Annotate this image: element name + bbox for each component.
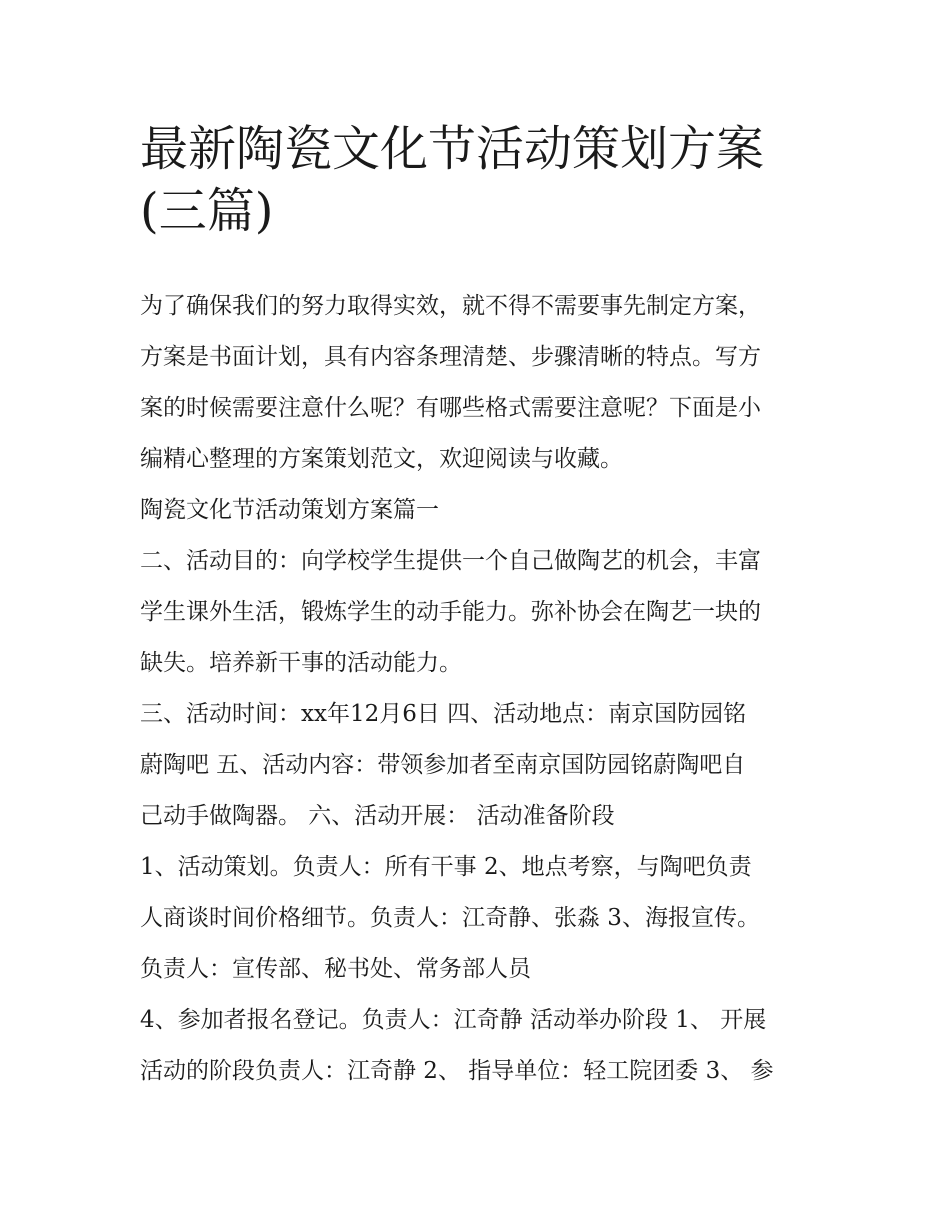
text-line: 缺失。培养新干事的活动能力。 bbox=[140, 650, 462, 676]
text-line: 己动手做陶器。 六、活动开展： 活动准备阶段 bbox=[140, 803, 615, 829]
document-title bbox=[140, 118, 820, 242]
text-line: 陶瓷文化节活动策划方案篇一 bbox=[140, 497, 439, 523]
text-line: 1、活动策划。负责人：所有干事 2、地点考察，与陶吧负责 bbox=[140, 854, 752, 880]
purpose-paragraph bbox=[140, 536, 820, 689]
text-line: 活动的阶段负责人：江奇静 2、 指导单位：轻工院团委 3、 参 bbox=[140, 1058, 774, 1084]
registration-paragraph bbox=[140, 995, 820, 1097]
preparation-paragraph bbox=[140, 842, 820, 995]
intro-paragraph bbox=[140, 281, 820, 485]
title-line: 最新陶瓷文化节活动策划方案 bbox=[140, 121, 765, 177]
text-line: 案的时候需要注意什么呢？有哪些格式需要注意呢？下面是小 bbox=[140, 395, 761, 421]
text-line: 4、参加者报名登记。负责人：江奇静 活动举办阶段 1、 开展 bbox=[140, 1007, 767, 1033]
text-line: 二、活动目的：向学校学生提供一个自己做陶艺的机会，丰富 bbox=[140, 548, 761, 574]
text-line: 三、活动时间：xx年12月6日 四、活动地点：南京国防园铭 bbox=[140, 701, 747, 727]
text-line: 为了确保我们的努力取得实效，就不得不需要事先制定方案， bbox=[140, 293, 761, 319]
text-line: 编精心整理的方案策划范文，欢迎阅读与收藏。 bbox=[140, 446, 623, 472]
text-line: 学生课外生活，锻炼学生的动手能力。弥补协会在陶艺一块的 bbox=[140, 599, 761, 625]
text-line: 人商谈时间价格细节。负责人：江奇静、张淼 3、海报宣传。 bbox=[140, 905, 760, 931]
text-line: 蔚陶吧 五、活动内容：带领参加者至南京国防园铭蔚陶吧自 bbox=[140, 752, 746, 778]
text-line: 方案是书面计划，具有内容条理清楚、步骤清晰的特点。写方 bbox=[140, 344, 761, 370]
section-heading bbox=[140, 485, 820, 536]
title-line: (三篇) bbox=[140, 183, 274, 239]
document-body bbox=[140, 281, 820, 1097]
time-place-paragraph bbox=[140, 689, 820, 842]
text-line: 负责人：宣传部、秘书处、常务部人员 bbox=[140, 956, 531, 982]
